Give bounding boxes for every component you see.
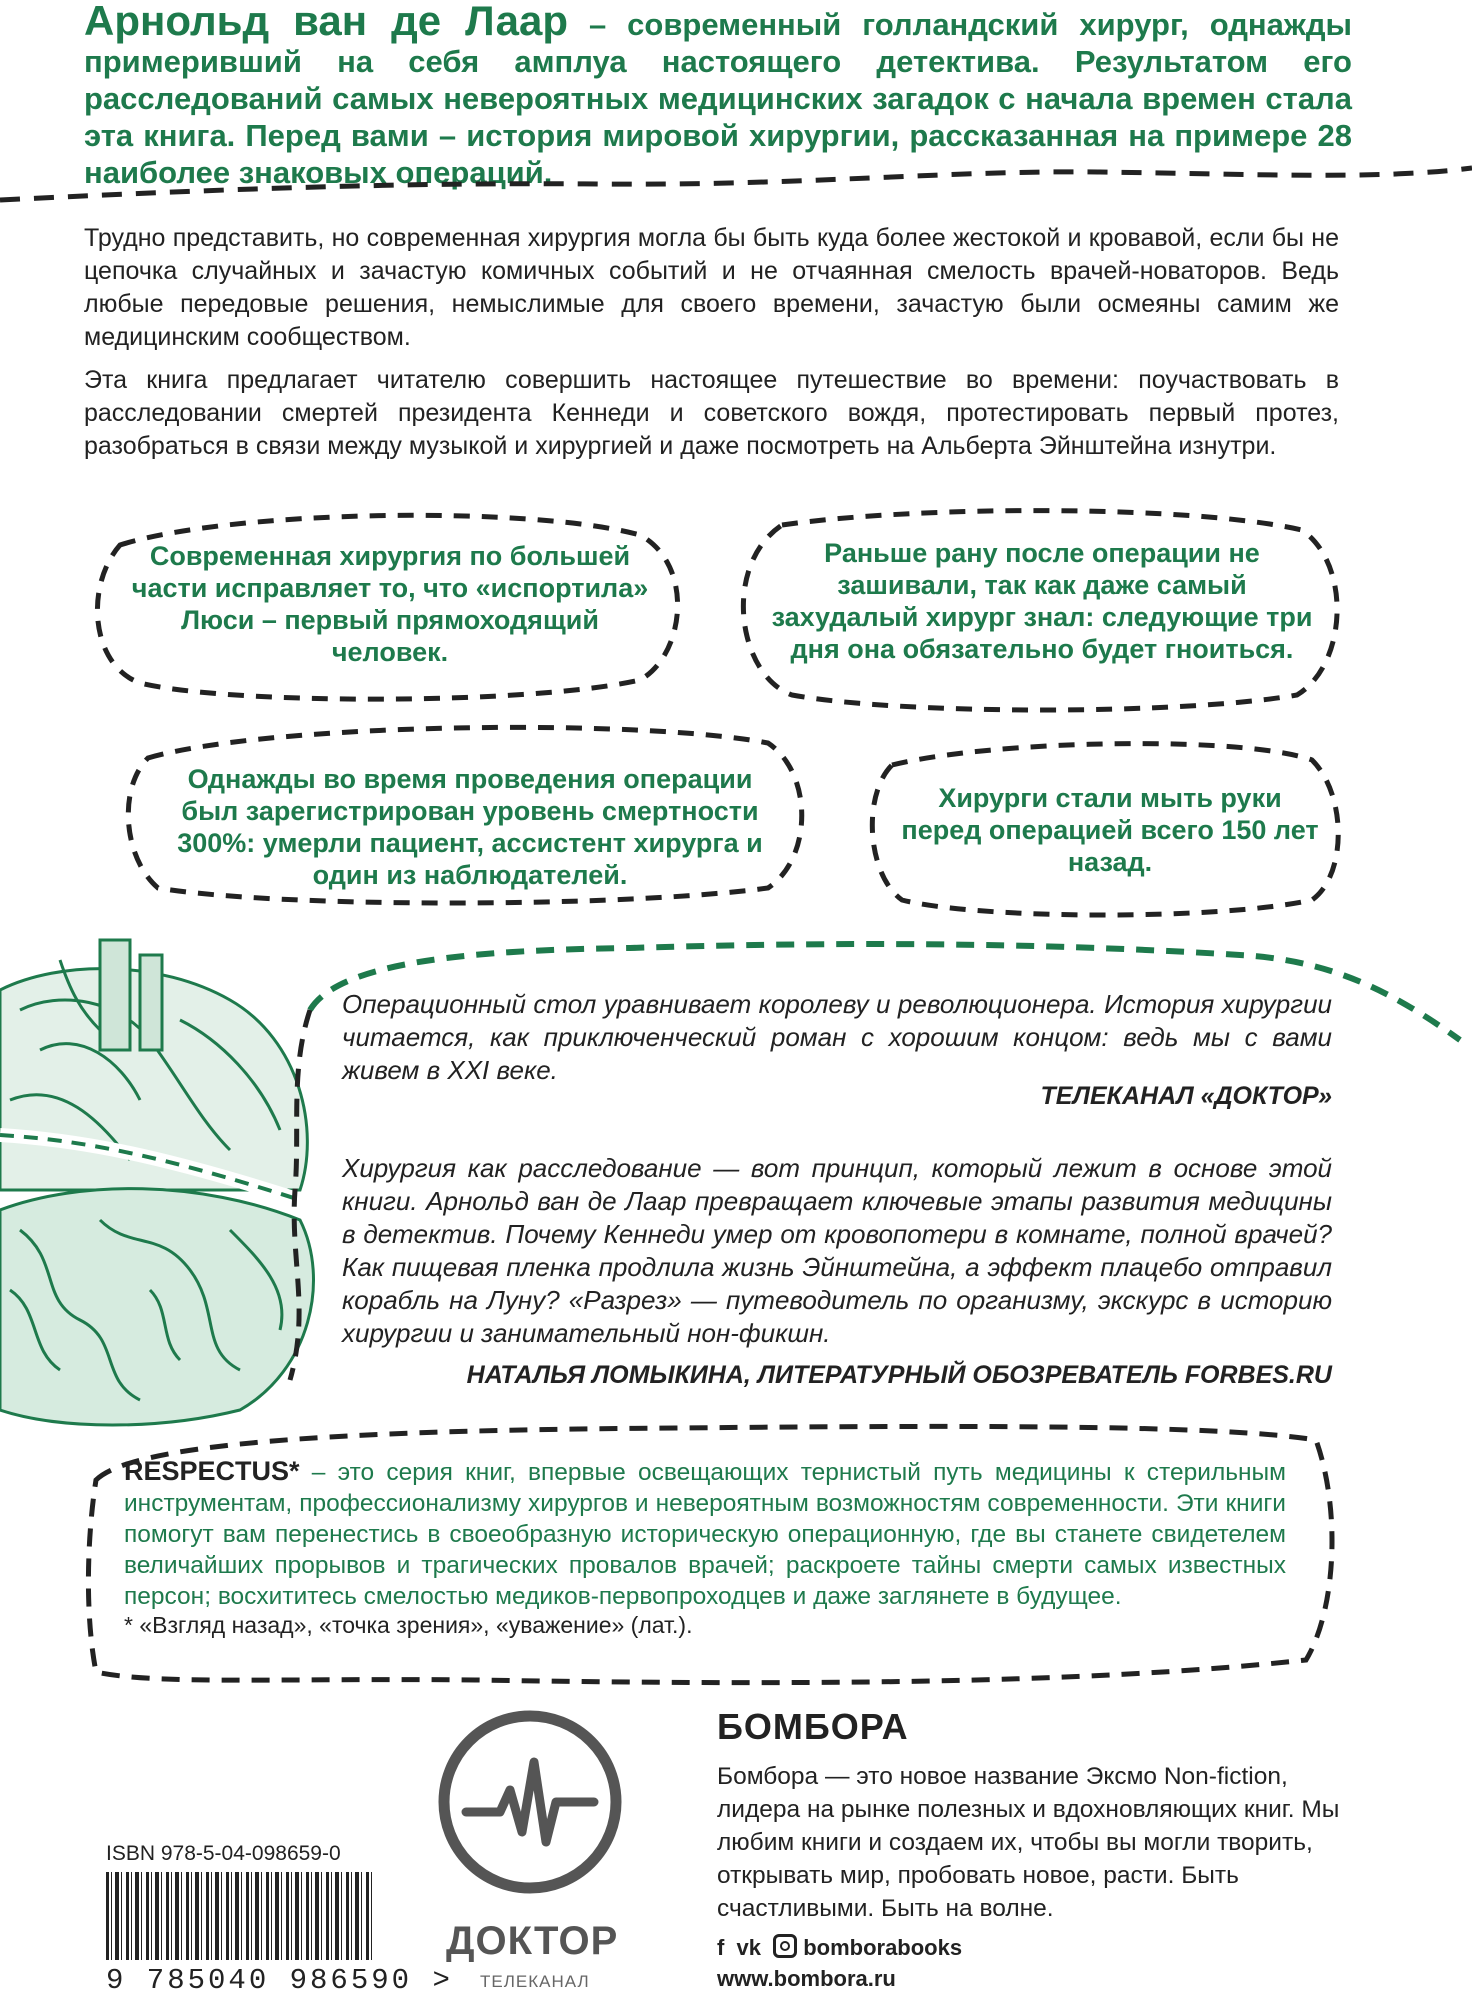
- publisher-name: БОМБОРА: [717, 1706, 909, 1747]
- intro-description: – современный голландский хирург, однажды примеривший на себя амплуа настоящего детектива. Результатом его расследований самых невероятных медицинских загадок с начала времен стала эта книга. Перед вами – история мировой хирургии, рассказанная на примере 28 наиболее знаковых операций.: [84, 7, 1353, 190]
- dashed-divider: [0, 160, 1472, 220]
- publisher-website[interactable]: www.bombora.ru: [717, 1966, 896, 1991]
- doctor-logo-label: ДОКТОР: [446, 1919, 619, 1963]
- vk-icon[interactable]: vk: [736, 1935, 761, 1960]
- quote-1-text: Операционный стол уравнивает королеву и революционера. История хирургии читается, как приключенческий роман с хорошим концом: ведь мы с вами живем в XXI веке.: [342, 989, 1332, 1085]
- publisher-description: Бомбора — это новое название Эксмо Non-fiction, лидера на рынке полезных и вдохновляющих книг. Мы любим книги и создаем их, чтобы вы могли творить, открывать мир, пробовать новое, расти. Быть счастливыми. Быть на волне.: [717, 1763, 1340, 1922]
- instagram-icon[interactable]: [773, 1934, 797, 1958]
- social-links: [717, 1934, 962, 1961]
- social-handle[interactable]: bomborabooks: [803, 1935, 963, 1960]
- doctor-logo-icon: [430, 1702, 630, 1902]
- bubble-1-text: Современная хирургия по большей части исправляет то, что «испортила» Люси – первый прямоходящий человек.: [131, 541, 649, 667]
- bubble-2-text: Раньше рану после операции не зашивали, так как даже самый захудалый хирург знал: следующие три дня она обязательно будет гноиться.: [771, 538, 1313, 664]
- respectus-footnote: * «Взгляд назад», «точка зрения», «уважение» (лат.).: [124, 1612, 693, 1638]
- quote-1-source: ТЕЛЕКАНАЛ «ДОКТОР»: [1040, 1082, 1332, 1110]
- respectus-text: – это серия книг, впервые освещающих тернистый путь медицины к стерильным инструментам, профессионализму хирургов и невероятным возможностям современности. Эти книги помогут вам перенестись в своеобразную историческую операционную, где вы станете свидетелем величайших прорывов и трагических провалов врачей; раскроете тайны смерти самых известных персон; восхититесь смелостью медиков-первопроходцев и даже заглянете в будущее.: [124, 1459, 1286, 1610]
- quote-2-source: НАТАЛЬЯ ЛОМЫКИНА, ЛИТЕРАТУРНЫЙ ОБОЗРЕВАТЕЛЬ FORBES.RU: [466, 1361, 1332, 1389]
- isbn-number: ISBN 978-5-04-098659-0: [106, 1842, 341, 1865]
- respectus-description: [124, 1456, 1286, 1612]
- respectus-title: RESPECTUS*: [124, 1456, 300, 1486]
- bubble-4-text: Хирурги стали мыть руки перед операцией всего 150 лет назад.: [901, 783, 1319, 877]
- doctor-logo-sublabel: ТЕЛЕКАНАЛ: [480, 1972, 590, 1991]
- facebook-icon[interactable]: f: [717, 1935, 725, 1960]
- body-paragraph-1: Трудно представить, но современная хирургия могла бы быть куда более жестокой и кровавой, если бы не цепочка случайных и зачастую комичных событий и не отчаянная смелость врачей-новаторов. Ведь любые передовые решения, немыслимые для своего времени, зачастую были осмеяны самим же медицинским сообществом.: [84, 224, 1339, 351]
- bubble-3-text: Однажды во время проведения операции был зарегистрирован уровень смертности 300%: умерли пациент, ассистент хирурга и один из наблюдателей.: [177, 764, 763, 890]
- barcode-digits: 9 785040 986590 >: [106, 1964, 453, 1997]
- body-paragraph-2: Эта книга предлагает читателю совершить настоящее путешествие во времени: поучаствовать в расследовании смертей президента Кеннеди и советского вождя, протестировать первый протез, разобраться в связи между музыкой и хирургией и даже посмотреть на Альберта Эйнштейна изнутри.: [84, 366, 1339, 460]
- author-name: Арнольд ван де Лаар: [84, 0, 569, 44]
- quote-2-text: Хирургия как расследование — вот принцип, который лежит в основе этой книги. Арнольд ван де Лаар превращает ключевые этапы развития медицины в детектив. Почему Кеннеди умер от кровопотери в комнате, полной врачей? Как пищевая пленка продлила жизнь Эйнштейна, а эффект плацебо отправил корабль на Луну? «Разрез» — путеводитель по организму, экскурс в историю хирургии и занимательный нон-фикшн.: [342, 1153, 1332, 1348]
- barcode: [106, 1872, 374, 1960]
